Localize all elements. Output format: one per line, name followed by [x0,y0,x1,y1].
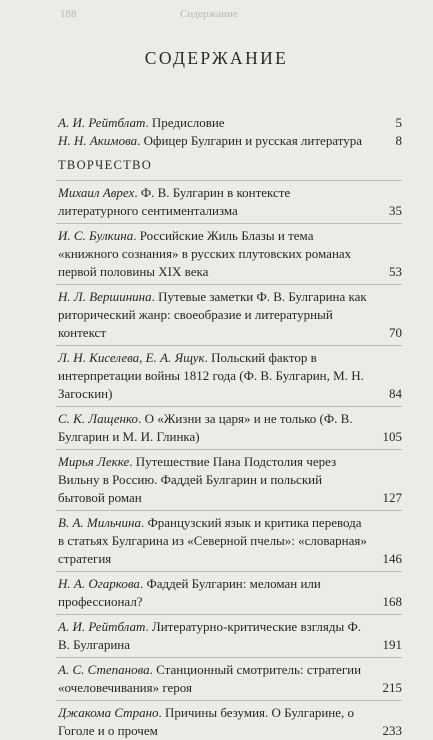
entry-divider [56,284,402,285]
running-head-page: 188 [60,8,77,20]
entry-title: Путешествие Пана Подстолия через Вильну в Россию. Фаддей Булгарин и польский бытовой роман [58,454,337,505]
entry-page-number: 215 [382,680,402,695]
entry-author: Мирья Лекке [58,454,130,469]
section-heading: ТВОРЧЕСТВО [58,158,153,172]
entry-page-number: 5 [395,115,402,130]
entry-title: Российские Жиль Блазы и тема «книжного сознания» в русских плутовских романах первой половины XIX века [58,228,352,279]
entry-author: А. И. Рейтблат [58,115,146,130]
toc-entry[interactable]: А. С. Степанова. Станционный смотритель: стратегии «очеловечивания» героя 215 [58,662,402,695]
running-head-title: Содержание [180,8,238,20]
entry-title: Литературно-критические взгляды Ф. В. Булгарина [58,619,361,652]
entry-title: Фаддей Булгарин: меломан или профессионал? [58,576,321,609]
entry-divider [56,449,402,450]
entry-page-number: 127 [382,490,402,505]
entry-page-number: 105 [382,429,402,444]
entry-author: Л. Н. Киселева, Е. А. Ящук [58,350,205,365]
entry-page-number: 84 [389,386,402,401]
entry-title: Путевые заметки Ф. В. Булгарина как риторический жанр: своеобразие и литературный контекст [58,289,367,340]
toc-entry[interactable]: И. С. Булкина. Российские Жиль Блазы и тема «книжного сознания» в русских плутовских романах первой половины XIX века 53 [58,228,402,279]
toc-entry[interactable]: Л. Н. Киселева, Е. А. Ящук. Польский фактор в интерпретации войны 1812 года (Ф. В. Булгарин, М. Н. Загоскин) 84 [58,350,402,401]
bleed-through-header [0,8,433,26]
entry-page-number: 70 [389,325,402,340]
entry-author: Н. А. Огаркова [58,576,140,591]
entry-author: А. И. Рейтблат [58,619,146,634]
toc-entry[interactable]: Михаил Аврех. Ф. В. Булгарин в контексте литературного сентиментализма 35 [58,185,402,218]
entry-author: Михаил Аврех [58,185,135,200]
section-divider [56,180,402,181]
entry-divider [56,657,402,658]
entry-title: О «Жизни за царя» и не только (Ф. В. Булгарин и М. И. Глинка) [58,411,353,444]
page-title: СОДЕРЖАНИЕ [144,48,289,68]
entry-page-number: 168 [382,594,402,609]
entry-divider [56,345,402,346]
entry-page-number: 53 [389,264,402,279]
entry-page-number: 35 [389,203,402,218]
entry-author: Джакома Страно [58,705,159,720]
entry-author: И. С. Булкина [58,228,134,243]
toc-entry[interactable]: А. И. Рейтблат. Литературно-критические взгляды Ф. В. Булгарина 191 [58,619,402,652]
entry-title: Офицер Булгарин и русская литература [143,133,363,148]
toc-entry[interactable]: Джакома Страно. Причины безумия. О Булгарине, о Гоголе и о прочем 233 [58,705,402,738]
entry-title: Причины безумия. О Булгарине, о Гоголе и о прочем [58,705,355,738]
entry-divider [56,614,402,615]
entry-divider [56,510,402,511]
entry-title: Предисловие [151,115,225,130]
entry-title: Ф. В. Булгарин в контексте литературного сентиментализма [58,185,291,218]
entry-page-number: 146 [382,551,402,566]
entry-divider [56,571,402,572]
entry-title: Французский язык и критика перевода в статьях Булгарина из «Северной пчелы»: «словарная» стратегия [58,515,367,566]
entry-author: В. А. Мильчина [58,515,141,530]
toc-entry[interactable]: А. И. Рейтблат. Предисловие 5 [58,115,402,130]
entry-title: Польский фактор в интерпретации войны 1812 года (Ф. В. Булгарин, М. Н. Загоскин) [58,350,364,401]
entry-divider [56,406,402,407]
toc-entry[interactable]: Н. А. Огаркова. Фаддей Булгарин: меломан или профессионал? 168 [58,576,402,609]
entry-divider [56,223,402,224]
entry-author: А. С. Степанова [58,662,150,677]
toc-entry[interactable]: В. А. Мильчина. Французский язык и критика перевода в статьях Булгарина из «Северной пчелы»: «словарная» стратегия 146 [58,515,402,566]
entry-title: Станционный смотритель: стратегии «очеловечивания» героя [58,662,362,695]
entry-page-number: 8 [395,133,402,148]
toc-entry[interactable]: Н. Л. Вершинина. Путевые заметки Ф. В. Булгарина как риторический жанр: своеобразие и литературный контекст 70 [58,289,402,340]
toc-entry[interactable]: Н. Н. Акимова. Офицер Булгарин и русская литература 8 [58,133,402,148]
toc-entry[interactable]: С. К. Лащенко. О «Жизни за царя» и не только (Ф. В. Булгарин и М. И. Глинка) 105 [58,411,402,444]
entry-author: С. К. Лащенко [58,411,139,426]
toc-entry[interactable]: Мирья Лекке. Путешествие Пана Подстолия через Вильну в Россию. Фаддей Булгарин и польский бытовой роман 127 [58,454,402,505]
entry-author: Н. Н. Акимова [58,133,138,148]
entry-page-number: 191 [382,637,402,652]
entry-author: Н. Л. Вершинина [58,289,152,304]
entry-divider [56,700,402,701]
entry-page-number: 233 [382,723,402,738]
